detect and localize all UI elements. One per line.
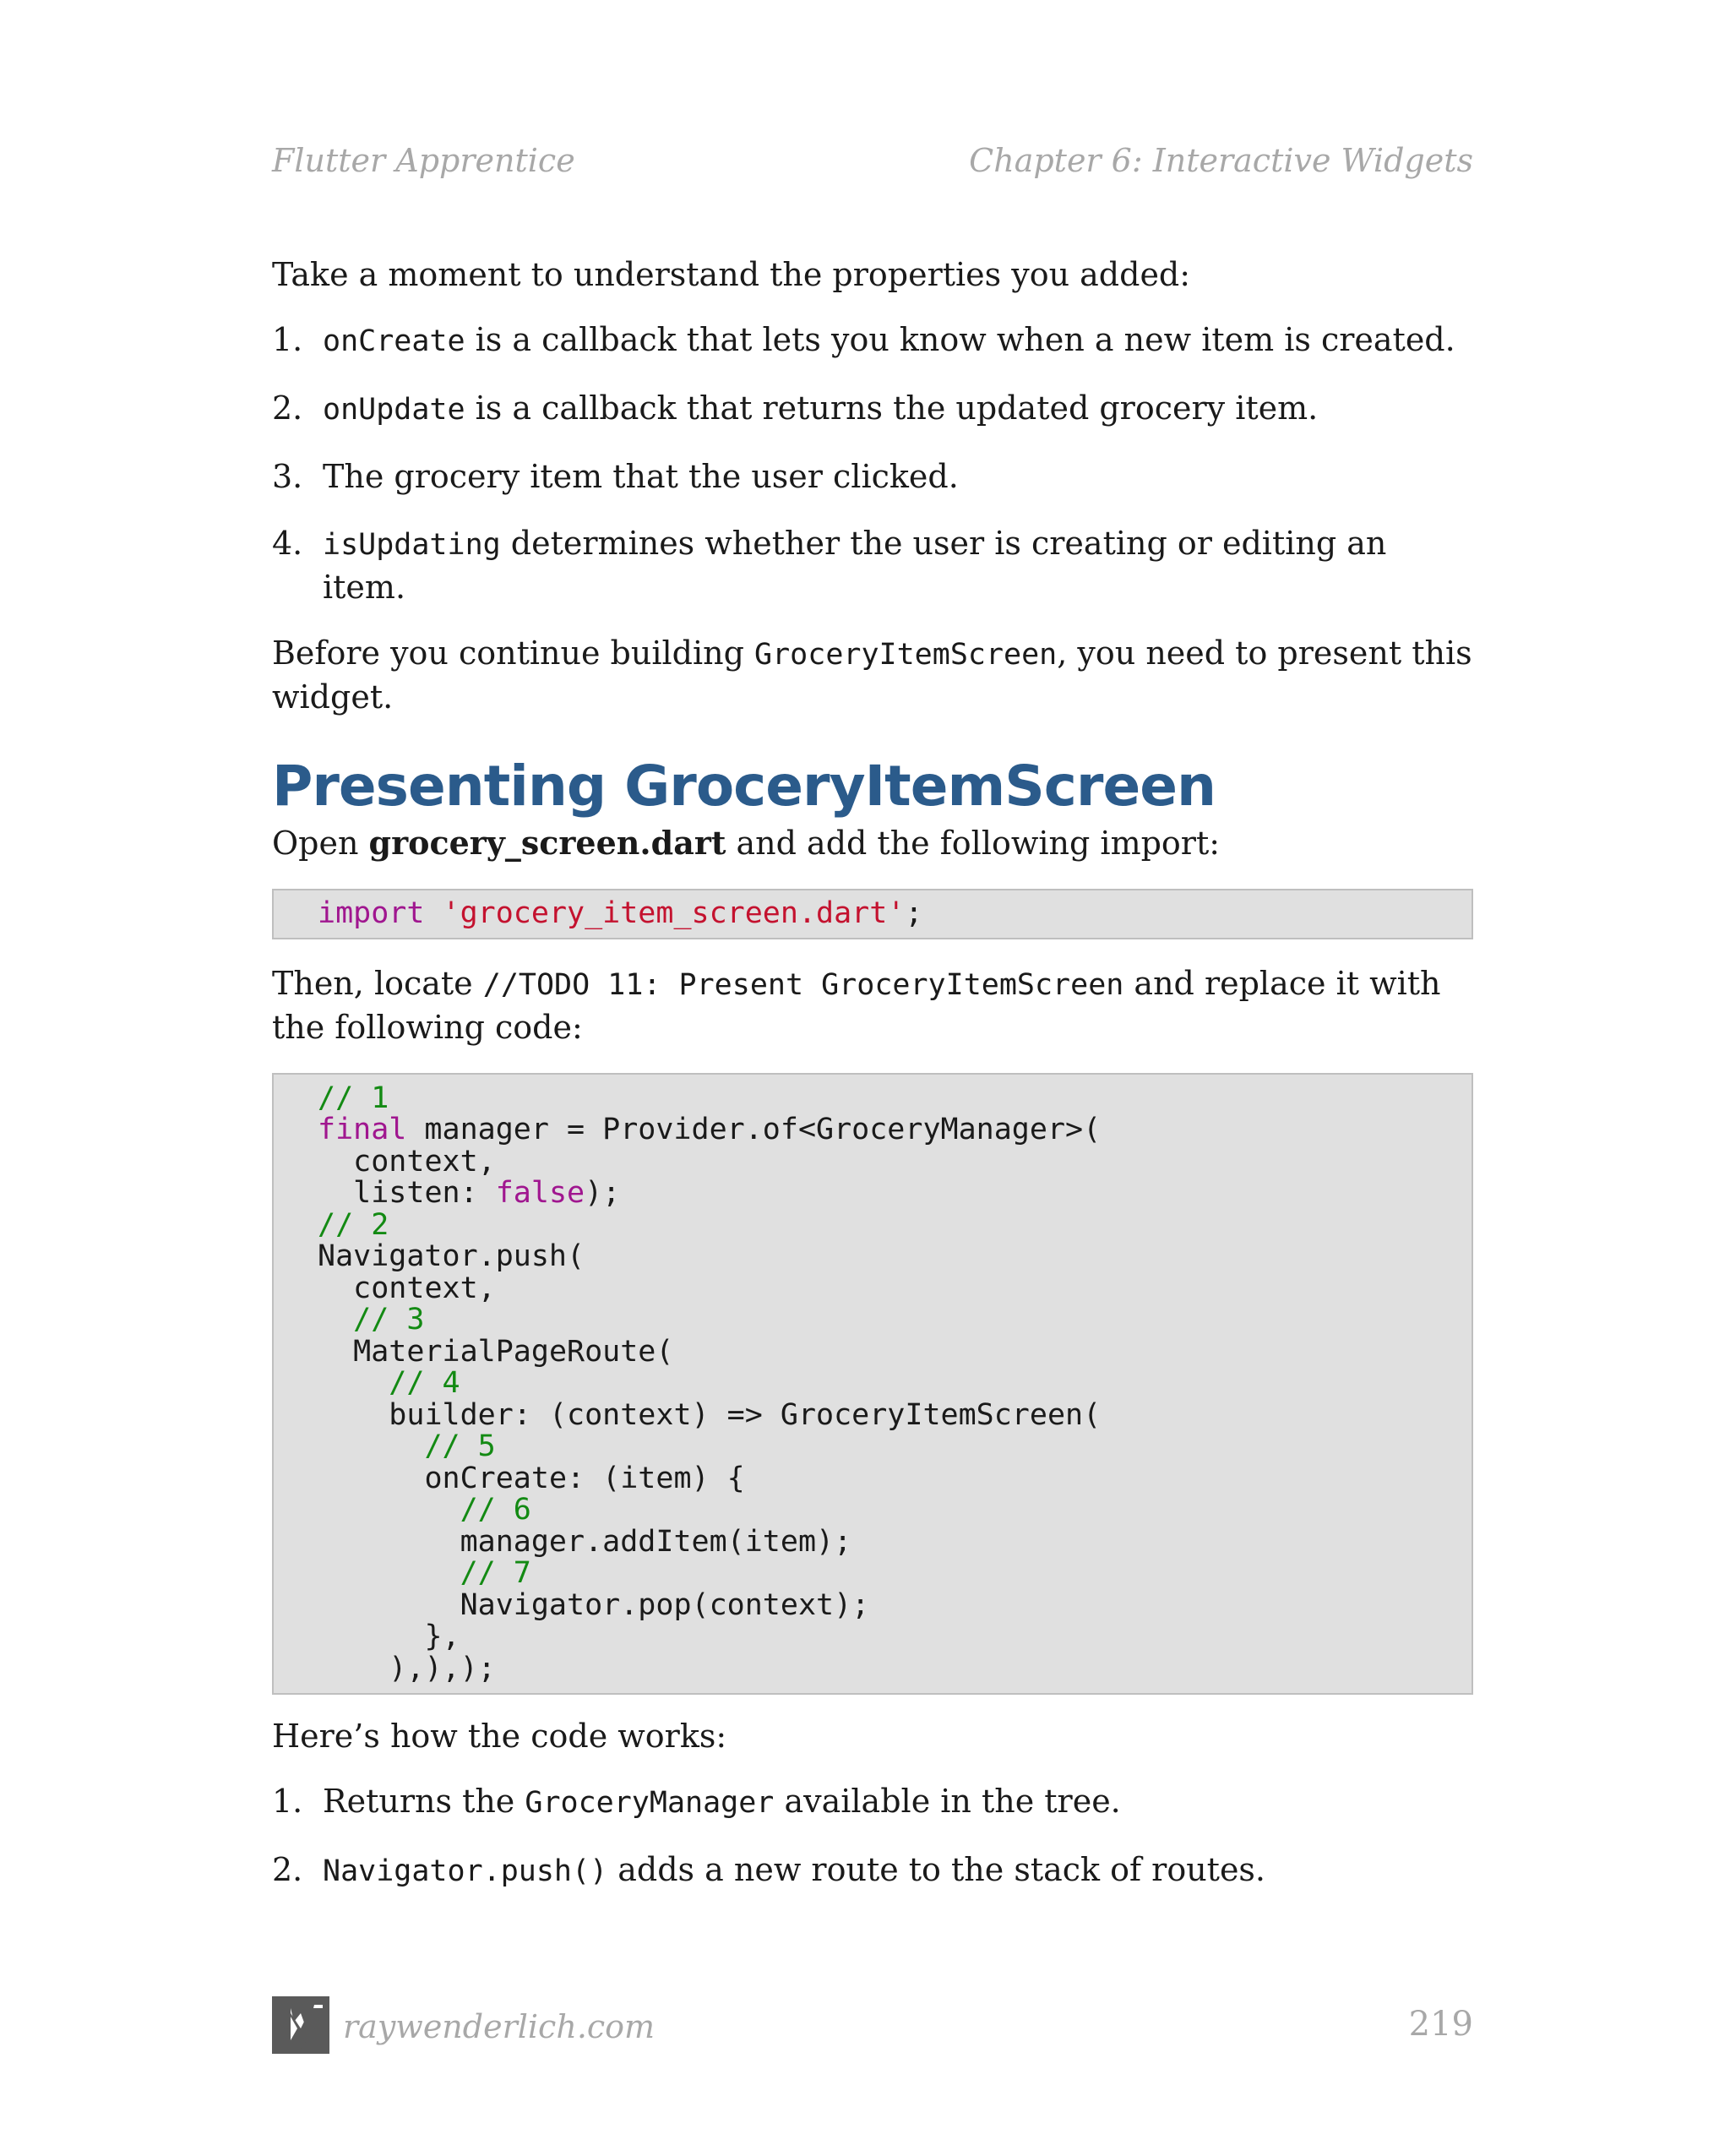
code-plain: }, [424,1620,460,1653]
list-item [272,522,1473,608]
code-line [318,1621,1428,1653]
text-run: Before you continue building [272,634,755,672]
chapter-title: Chapter 6: Interactive Widgets [969,142,1473,179]
list-item [272,318,1473,362]
code-line [318,1368,1428,1400]
code-line [318,1146,1428,1179]
code-comment: // 6 [460,1493,531,1527]
list-number: 3. [272,458,303,495]
code-line [318,1524,1428,1559]
code-line [318,1463,1428,1495]
page-footer [272,1990,1473,2057]
list-item [272,1848,1473,1892]
code-keyword: final [318,1113,407,1146]
import-code-block [272,889,1473,939]
code-string: 'grocery_item_screen.dart' [442,896,906,930]
code-comment: // 3 [353,1303,425,1337]
continue-paragraph [272,632,1473,718]
code-comment: // 4 [389,1366,460,1400]
text-run: and add the following import: [726,825,1221,862]
list-number: 1. [272,1783,303,1820]
code-line [318,1397,1428,1432]
list-number: 2. [272,1851,303,1888]
code-plain: onCreate: (item) { [424,1461,745,1495]
list-number: 1. [272,321,303,358]
main-code-block [272,1073,1473,1696]
code-plain: Navigator.pop(context); [460,1587,870,1622]
code-line [318,1494,1428,1527]
code-line [318,1431,1428,1463]
page-content [272,253,1473,1892]
file-name: grocery_screen.dart [368,824,726,862]
raywenderlich-logo-icon [272,1996,329,2054]
list-text: determines whether the user is creating or editing an item. [323,525,1387,606]
running-header [272,142,1473,179]
code-line [318,1304,1428,1337]
list-item [272,1780,1473,1824]
code-line [318,1334,1428,1369]
code-line [318,1207,1428,1242]
inline-code: onCreate [323,324,465,358]
inline-code: onUpdate [323,393,465,427]
code-plain: context, [353,1271,496,1305]
text-run: , you need to present this widget. [272,634,1472,716]
text-run: Returns the [323,1783,525,1820]
code-plain: manager = Provider.of<GroceryManager>( [406,1113,1102,1146]
code-line [318,1083,1428,1115]
text-run: adds a new route to the stack of routes. [607,1851,1266,1888]
code-line [318,1558,1428,1590]
list-text: is a callback that returns the updated grocery item. [465,389,1319,427]
code-plain: ; [905,896,923,930]
code-comment: // 7 [460,1556,531,1590]
code-line [318,1178,1428,1210]
code-comment: // 5 [424,1429,496,1463]
code-plain: manager.addItem(item); [460,1524,852,1559]
inline-code: GroceryManager [525,1786,775,1820]
code-plain: ); [585,1176,621,1210]
inline-code: isUpdating [323,528,501,562]
text-run: available in the tree. [774,1783,1121,1820]
how-paragraph: Here’s how the code works: [272,1718,727,1755]
code-plain: ),),); [389,1651,496,1685]
text-run: and replace it with the following code: [272,964,1441,1046]
list-item [272,455,1473,498]
code-keyword: false [495,1176,585,1210]
code-line [318,1114,1428,1146]
site-link[interactable]: raywenderlich.com [343,2008,656,2045]
code-plain: MaterialPageRoute( [353,1334,674,1369]
list-text: The grocery item that the user clicked. [323,458,959,495]
text-run: Then, locate [272,964,483,1002]
inline-code: //TODO 11: Present GroceryItemScreen [482,967,1124,1002]
property-list [272,318,1473,608]
intro-paragraph: Take a moment to understand the properties you added: [272,256,1191,293]
section-heading: Presenting GroceryItemScreen [272,754,1216,819]
list-text: is a callback that lets you know when a new item is created. [465,321,1455,358]
code-line [318,1241,1428,1273]
code-plain: context, [353,1144,496,1179]
code-comment: // 2 [318,1207,389,1242]
text-run: Open [272,825,369,862]
locate-paragraph [272,962,1473,1048]
code-line [318,1273,1428,1305]
open-paragraph [272,822,1473,864]
list-number: 4. [272,525,303,562]
code-line [318,1653,1428,1685]
page-number: 219 [1408,2005,1473,2044]
code-comment: // 1 [318,1081,389,1115]
list-item [272,387,1473,431]
code-plain: Navigator.push( [318,1239,585,1273]
how-list [272,1780,1473,1892]
list-number: 2. [272,389,303,427]
code-plain: builder: (context) => GroceryItemScreen( [389,1397,1102,1432]
inline-code: Navigator.push() [323,1854,608,1888]
code-keyword: import [318,896,425,930]
book-title: Flutter Apprentice [272,142,575,179]
inline-code: GroceryItemScreen [754,638,1058,672]
code-plain: listen: [353,1176,496,1210]
code-line [318,1587,1428,1622]
